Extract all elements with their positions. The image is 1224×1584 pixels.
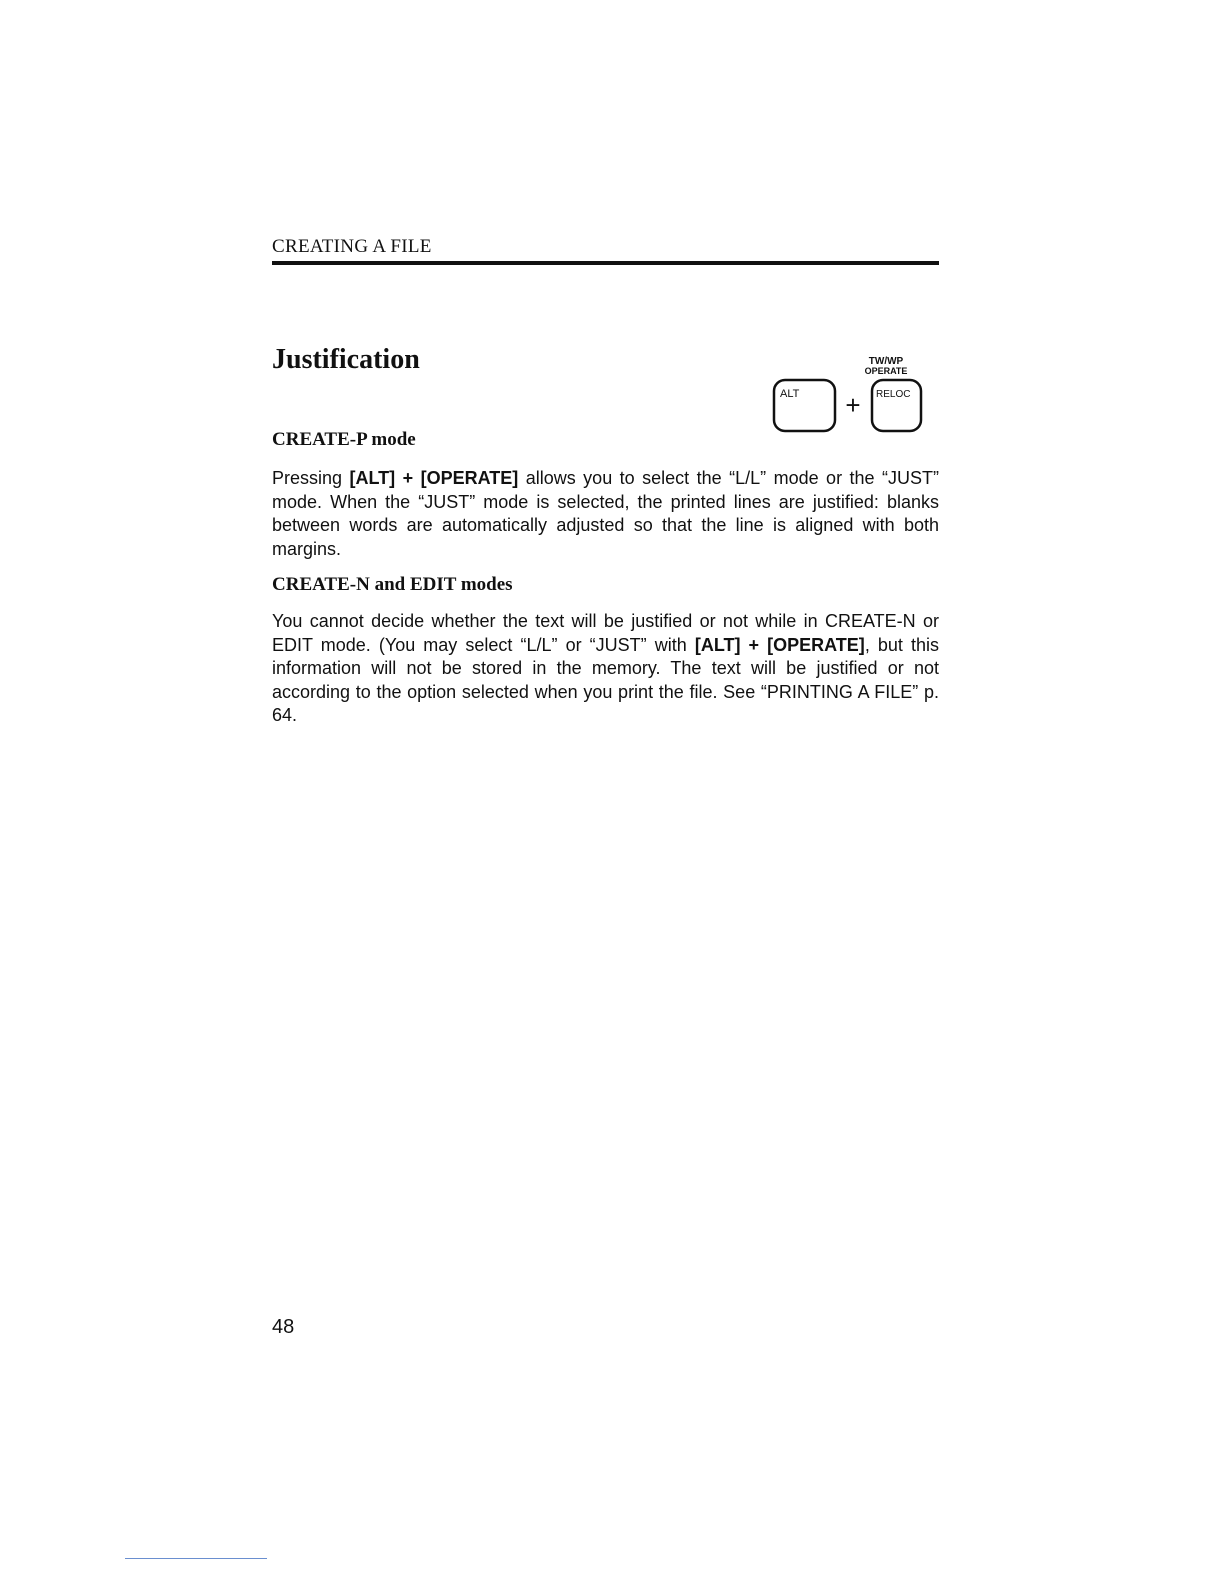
create-n-keys: [ALT] + [OPERATE] — [694, 634, 865, 655]
alt-key-label: ALT — [780, 388, 800, 400]
create-n-paragraph — [272, 610, 939, 728]
create-p-paragraph — [272, 467, 939, 561]
reloc-key — [872, 380, 921, 431]
section-title: Justification — [272, 344, 420, 375]
page-number: 48 — [272, 1316, 295, 1338]
create-n-heading: CREATE-N and EDIT modes — [272, 574, 513, 595]
create-n-text-2: , but this information will not be stored in the memory. The text will be justified or not according to the option selected when you print the file. See “PRINTING A FILE” p. 64. — [272, 634, 940, 726]
create-n-text-1: You cannot decide whether the text will be justified or not while in CREATE-N or EDIT mode. (You may select “L/L” or “JUST” with — [272, 611, 939, 655]
reloc-key-label: RELOC — [876, 389, 911, 400]
create-p-heading: CREATE-P mode — [272, 429, 416, 450]
key2-top-label-2: OPERATE — [864, 366, 908, 376]
running-head: CREATING A FILE — [272, 236, 432, 257]
header-rule — [272, 261, 939, 265]
alt-key — [774, 380, 835, 431]
key-combination-diagram — [772, 352, 932, 437]
key2-top-label-1: TW/WP — [868, 356, 904, 367]
create-p-text-2: allows you to select the “L/L” mode or the “JUST” mode. When the “JUST” mode is selected, the printed lines are justified: blanks between words are automatically adjusted so that the line is aligned with both margins. — [272, 468, 939, 559]
manual-page — [272, 0, 939, 1584]
footer-rule — [125, 1558, 267, 1559]
create-p-keys: [ALT] + [OPERATE] — [349, 468, 519, 488]
create-p-text-1: Pressing — [272, 468, 350, 488]
plus-sign: + — [845, 390, 861, 420]
